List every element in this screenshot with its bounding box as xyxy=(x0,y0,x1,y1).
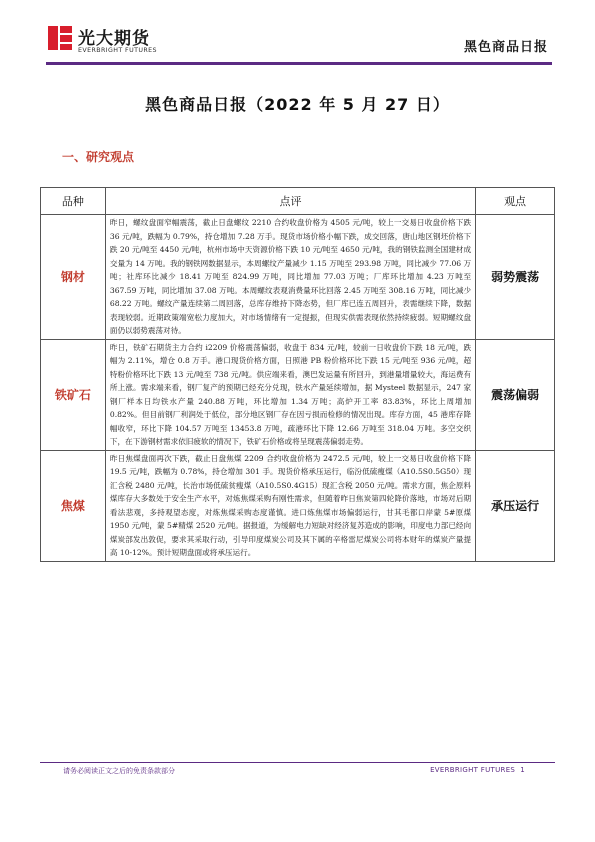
footer-divider xyxy=(40,762,555,763)
logo-chinese-name: 光大期货 xyxy=(78,29,150,49)
header-kind: 品种 xyxy=(41,188,106,215)
page-number: 1 xyxy=(520,766,525,774)
row-comment: 昨日，铁矿石期货主力合约 i2209 价格震荡偏弱，收盘于 834 元/吨，较前一日收盘价下跌 18 元/吨，跌幅为 2.11%，增仓 0.8 万手。港口现货价格方面，日照港 PB 粉价格环比下跌 15 元/吨至 936 元/吨，超特粉价格环比下跌 13 元/吨至 738 元/吨。供应端来看，澳巴发运量有所回升，到港量增量较大，海运费有所上涨。需求端来看，钢厂复产的预期已经充分兑现，铁水产量延续增加，据 Mysteel 数据显示，247 家钢厂样本日均铁水产量 240.88 万吨，环比增加 1.34 万吨；高炉开工率 83.83%，环比上周增加 0.82%。但目前钢厂利润处于低位，部分地区钢厂存在因亏损而检修的情况出现。库存方面，45 港库存降幅收窄，环比下降 104.57 万吨至 13453.8 万吨，疏港环比下降 12.66 万吨至 318.04 万吨。多空交织下，在下游钢材需求依旧疲软的情况下，铁矿石价格或将呈现震荡偏弱走势。 xyxy=(105,339,475,450)
row-kind: 铁矿石 xyxy=(41,339,106,450)
header-report-name: 黑色商品日报 xyxy=(463,40,548,55)
footer-disclaimer: 请务必阅读正文之后的免责条款部分 xyxy=(63,767,175,775)
header-view: 观点 xyxy=(476,188,555,215)
row-view: 震荡偏弱 xyxy=(476,339,555,450)
row-kind: 钢材 xyxy=(41,215,106,340)
header-comment: 点评 xyxy=(105,188,475,215)
table-row xyxy=(41,215,555,340)
logo-english-name: EVERBRIGHT FUTURES xyxy=(78,47,157,54)
footer-brand-page xyxy=(430,766,525,774)
page-header xyxy=(0,0,595,72)
commodity-table xyxy=(40,187,555,562)
table-row xyxy=(41,450,555,561)
row-view: 承压运行 xyxy=(476,450,555,561)
document-title: 黑色商品日报（2022 年 5 月 27 日） xyxy=(145,95,450,114)
logo-mark-icon xyxy=(46,24,74,52)
section-heading: 一、研究观点 xyxy=(62,150,135,164)
footer-brand: EVERBRIGHT FUTURES xyxy=(430,766,516,774)
row-view: 弱势震荡 xyxy=(476,215,555,340)
row-kind: 焦煤 xyxy=(41,450,106,561)
row-comment: 昨日，螺纹盘面窄幅震荡，截止日盘螺纹 2210 合约收盘价格为 4505 元/吨，较上一交易日收盘价格下跌 36 元/吨，跌幅为 0.79%，持仓增加 7.28 万手。现货市场价格小幅下跌，成交回落，唐山地区钢坯价格下跌 20 元/吨至 4450 元/吨，杭州市场中天资源价格下跌 10 元/吨至 4650 元/吨，我的钢铁监测全国建材成交量为 14 万吨。我的钢铁网数据显示，本周螺纹产量减少 1.15 万吨至 293.98 万吨，同比减少 77.06 万吨；社库环比减少 18.41 万吨至 824.99 万吨，同比增加 77.03 万吨；厂库环比增加 4.23 万吨至 367.59 万吨，同比增加 37.08 万吨。本周螺纹表观消费量环比回落 2.45 万吨至 308.16 万吨，同比减少 68.22 万吨。螺纹产量连续第二周回落，总库存维持下降态势，但厂库已连五周回升，表需继续下降，数据表现较弱。近期政策端宽松力度加大，对市场情绪有一定提振，但现实供需表现依然持续疲弱。短期螺纹盘面仍以弱势震荡对待。 xyxy=(105,215,475,340)
company-logo xyxy=(46,22,166,62)
row-comment: 昨日焦煤盘面再次下跌，截止日盘焦煤 2209 合约收盘价格为 2472.5 元/吨，较上一交易日收盘价格下降 19.5 元/吨，跌幅为 0.78%，持仓增加 301 手。现货价格承压运行，临汾低硫瘦煤（A10.5S0.5G50）现汇含税 2480 元/吨，长治市场低硫贫瘦煤（A10.5S0.4G15）现汇含税 2050 元/吨。需求方面，焦企原料煤库存大多数处于安全生产水平，对炼焦煤采购有刚性需求，但随着昨日焦炭第四轮降价落地，市场对后期看法悲观，多持观望态度，对炼焦煤采购态度谨慎。进口炼焦煤市场偏弱运行，甘其毛都口岸蒙 5#原煤 1950 元/吨，蒙 5#精煤 2520 元/吨。据报道，为缓解电力短缺对经济复苏造成的影响，印度电力部已经向煤炭部发出敦促，要求其采取行动，引导印度煤炭公司及其下属的辛格雷尼煤炭公司将本财年的煤炭产量提高 10-12%。预计短期盘面或将承压运行。 xyxy=(105,450,475,561)
header-divider xyxy=(46,62,552,65)
table-header-row xyxy=(41,188,555,215)
table-row xyxy=(41,339,555,450)
